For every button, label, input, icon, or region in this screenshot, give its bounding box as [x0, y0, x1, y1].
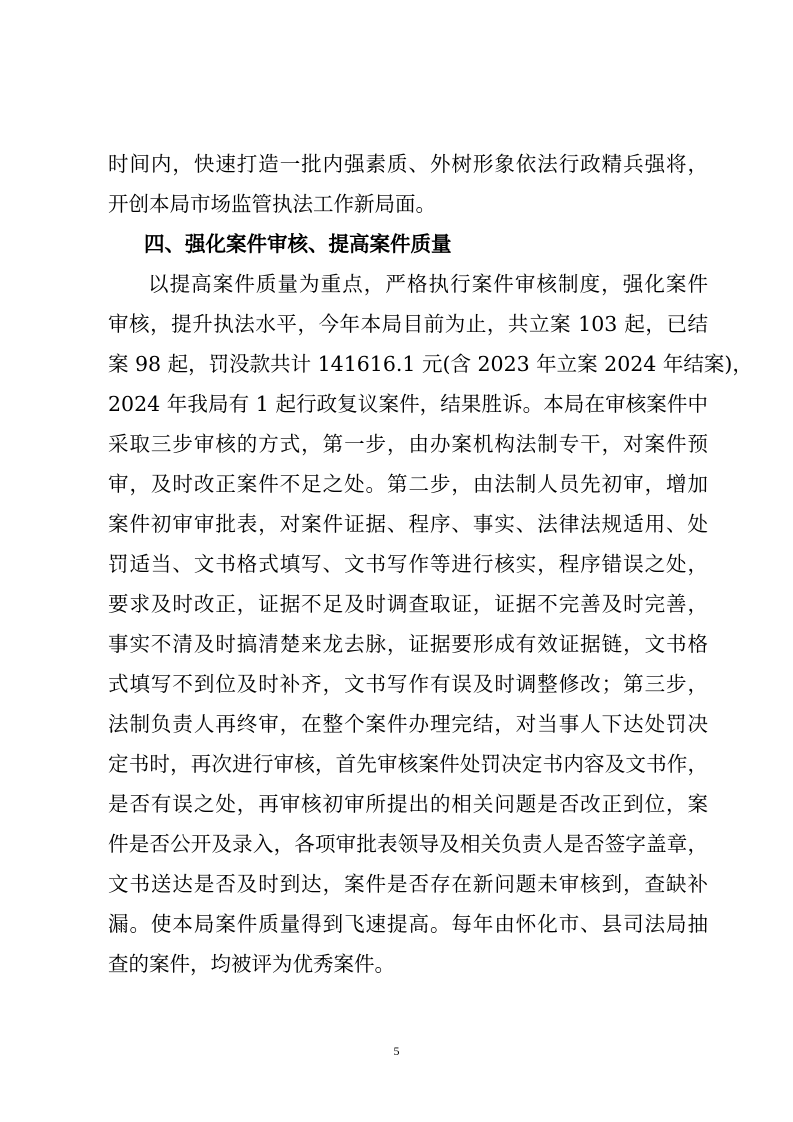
paragraph-line: 采取三步审核的方式，第一步，由办案机构法制专干，对案件预: [108, 432, 708, 456]
paragraph-line: 以提高案件质量为重点，严格执行案件审核制度，强化案件: [148, 272, 708, 296]
paragraph-line: 式填写不到位及时补齐，文书写作有误及时调整修改；第三步，: [108, 672, 708, 696]
paragraph-line: 件是否公开及录入，各项审批表领导及相关负责人是否签字盖章，: [108, 832, 708, 856]
intro-line: 开创本局市场监管执法工作新局面。: [108, 192, 436, 216]
paragraph-line: 案件初审审批表，对案件证据、程序、事实、法律法规适用、处: [108, 512, 708, 536]
paragraph-line: 审核，提升执法水平，今年本局目前为止，共立案 103 起，已结: [108, 312, 708, 336]
intro-line: 时间内，快速打造一批内强素质、外树形象依法行政精兵强将，: [108, 152, 708, 176]
paragraph-line: 审，及时改正案件不足之处。第二步，由法制人员先初审，增加: [108, 472, 708, 496]
paragraph-line: 查的案件，均被评为优秀案件。: [108, 952, 395, 976]
paragraph-line: 文书送达是否及时到达，案件是否存在新问题未审核到，查缺补: [108, 872, 708, 896]
paragraph-line: 事实不清及时搞清楚来龙去脉，证据要形成有效证据链，文书格: [108, 632, 708, 656]
paragraph-line: 案 98 起，罚没款共计 141616.1 元(含 2023 年立案 2024 年结案)，: [108, 352, 753, 376]
paragraph-line: 法制负责人再终审，在整个案件办理完结，对当事人下达处罚决: [108, 712, 708, 736]
document-body: [108, 144, 753, 984]
paragraph-line: 2024 年我局有 1 起行政复议案件，结果胜诉。本局在审核案件中: [108, 392, 708, 416]
page-number: 5: [393, 1044, 400, 1058]
paragraph-line: 漏。使本局案件质量得到飞速提高。每年由怀化市、县司法局抽: [108, 912, 708, 936]
paragraph-line: 要求及时改正，证据不足及时调查取证，证据不完善及时完善，: [108, 592, 708, 616]
section-heading: 四、强化案件审核、提高案件质量: [144, 232, 452, 256]
paragraph-line: 定书时，再次进行审核，首先审核案件处罚决定书内容及文书作，: [108, 752, 708, 776]
paragraph-line: 罚适当、文书格式填写、文书写作等进行核实，程序错误之处，: [108, 552, 708, 576]
paragraph-line: 是否有误之处，再审核初审所提出的相关问题是否改正到位，案: [108, 792, 708, 816]
